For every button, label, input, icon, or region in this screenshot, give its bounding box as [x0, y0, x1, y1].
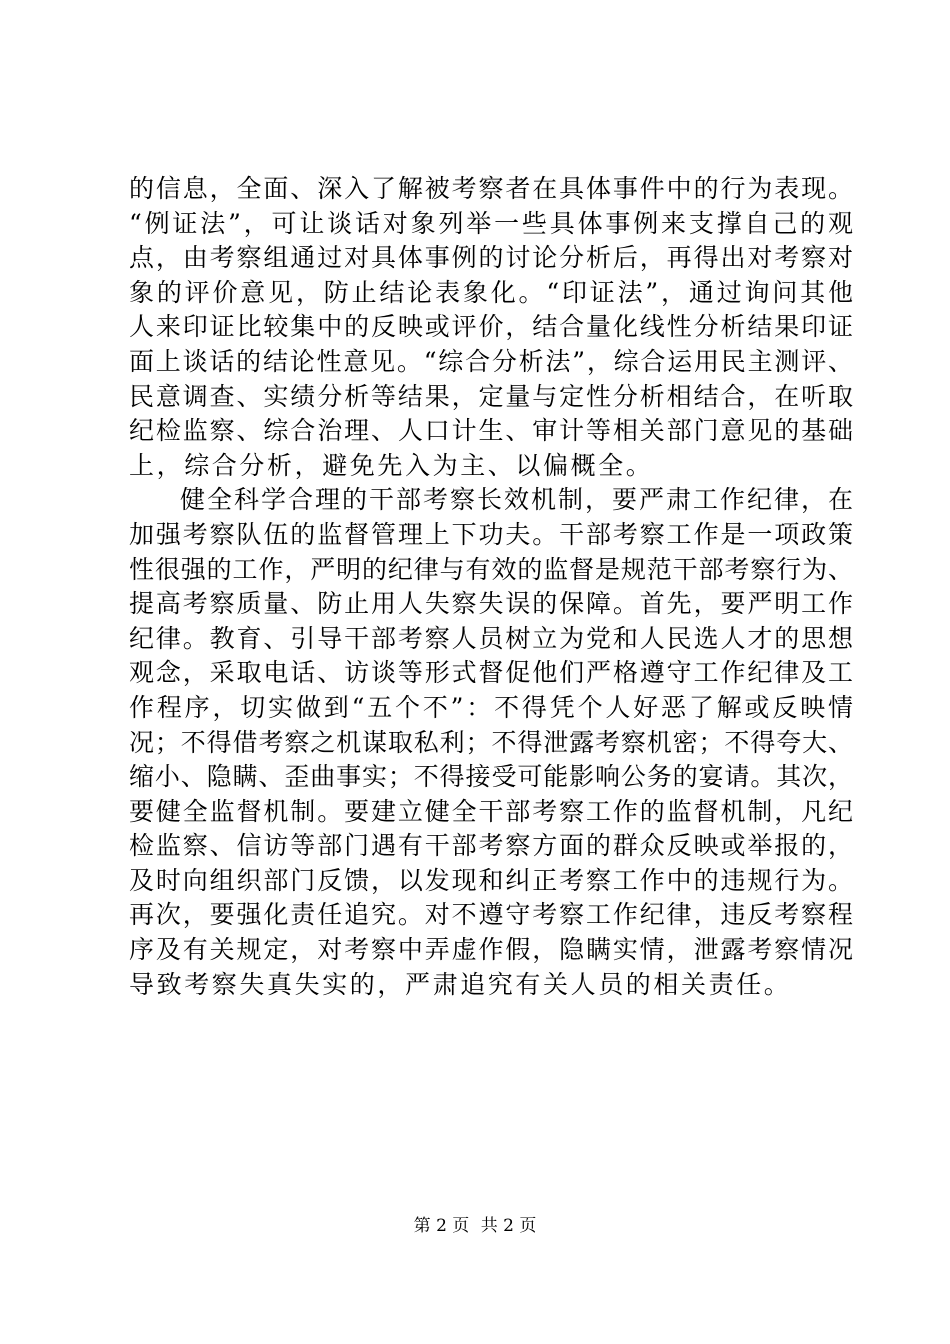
page-footer — [0, 1215, 950, 1237]
text-line: 性很强的工作，严明的纪律与有效的监督是规范干部考察行为、 — [129, 554, 853, 584]
text-line: 缩小、隐瞒、歪曲事实；不得接受可能影响公务的宴请。其次， — [129, 762, 853, 792]
text-line: 民意调查、实绩分析等结果，定量与定性分析相结合，在听取 — [129, 381, 853, 411]
text-line: 纪律。教育、引导干部考察人员树立为党和人民选人才的思想 — [129, 623, 853, 653]
page-number: 第 2 页 — [413, 1216, 470, 1236]
text-line: 人来印证比较集中的反映或评价，结合量化线性分析结果印证 — [129, 312, 853, 342]
text-line: 要健全监督机制。要建立健全干部考察工作的监督机制，凡纪 — [129, 796, 853, 826]
body-text — [129, 172, 853, 1002]
text-line: 况；不得借考察之机谋取私利；不得泄露考察机密；不得夸大、 — [129, 727, 853, 757]
text-line: 上，综合分析，避免先入为主、以偏概全。 — [129, 450, 654, 480]
text-line: 点，由考察组通过对具体事例的讨论分析后，再得出对考察对 — [129, 243, 853, 273]
text-line: 的信息，全面、深入了解被考察者在具体事件中的行为表现。 — [129, 174, 853, 203]
text-line: 加强考察队伍的监督管理上下功夫。干部考察工作是一项政策 — [129, 519, 853, 549]
paragraph-first-line: 健全科学合理的干部考察长效机制，要严肃工作纪律，在 — [180, 485, 853, 515]
text-line: 作程序，切实做到“五个不”：不得凭个人好恶了解或反映情 — [129, 692, 853, 722]
text-line: 观念，采取电话、访谈等形式督促他们严格遵守工作纪律及工 — [129, 658, 853, 688]
text-line: 提高考察质量、防止用人失察失误的保障。首先，要严明工作 — [129, 589, 853, 619]
text-line: 导致考察失真失实的，严肃追究有关人员的相关责任。 — [129, 969, 792, 999]
text-line: “例证法”，可让谈话对象列举一些具体事例来支撑自己的观 — [129, 208, 853, 238]
text-line: 象的评价意见，防止结论表象化。“印证法”，通过询问其他 — [129, 277, 853, 307]
text-line: 检监察、信访等部门遇有干部考察方面的群众反映或举报的， — [129, 831, 853, 861]
text-line: 再次，要强化责任追究。对不遵守考察工作纪律，违反考察程 — [129, 900, 853, 930]
text-line: 面上谈话的结论性意见。“综合分析法”，综合运用民主测评、 — [129, 346, 853, 376]
text-line: 及时向组织部门反馈，以发现和纠正考察工作中的违规行为。 — [129, 865, 853, 895]
text-line: 纪检监察、综合治理、人口计生、审计等相关部门意见的基础 — [129, 416, 853, 446]
text-line: 序及有关规定，对考察中弄虚作假，隐瞒实情，泄露考察情况 — [129, 935, 853, 965]
page-total: 共 2 页 — [480, 1216, 537, 1236]
